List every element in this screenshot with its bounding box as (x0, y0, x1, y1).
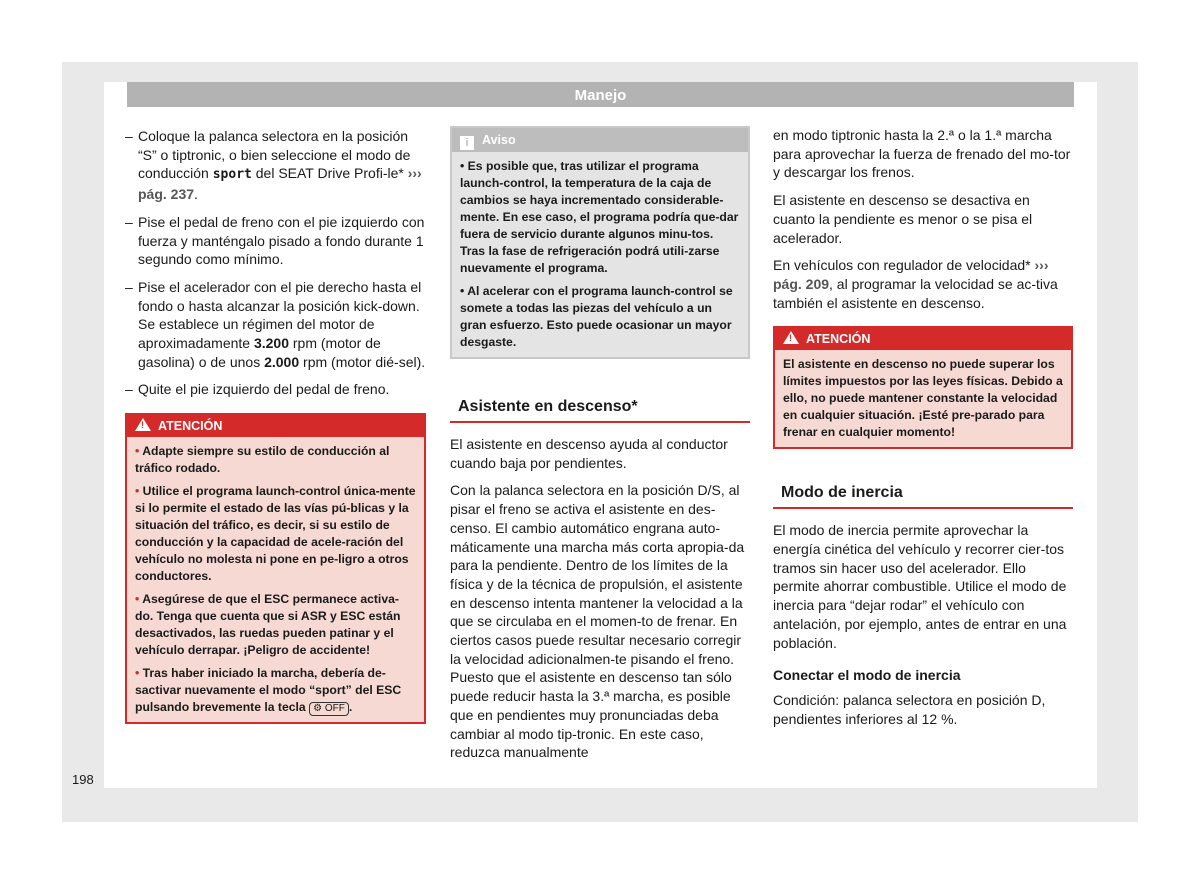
page-reference: ››› pág. 237 (138, 165, 422, 203)
paragraph: Con la palanca selectora en la posición D/S, al pisar el freno se activa el asistente en des-censo. El cambio automático engrana auto-máticamente una marcha más corta apropia-da para la pendiente. Dentro de los límites de la física y de la técnica de propulsión, el asistente en descenso intenta mantener la velocidad a la que se circulaba en el momen-to de frenar. En ciertos casos puede resultar necesario corregir la velocidad adicionalmen-te pisando el freno. Puesto que el asistente en descenso tan sólo puede reducir hasta la 3.ª marcha, es posible que en pendientes muy pronunciadas deba cambiar al modo tip-tronic. En este caso, reduzca manualmente (450, 482, 745, 761)
page-reference: ››› pág. 209 (773, 257, 1049, 292)
note-box (450, 126, 750, 359)
paragraph: En vehículos con regulador de velocidad* ››› pág. 209, al programar la velocidad se ac-tiva también el asistente en descenso. (773, 257, 1058, 311)
warning-item: • Utilice el programa launch-control única-mente si lo permite el estado de las vías pú-blicas y la situación del tráfico, es decir, si su estilo de conducción y la capacidad de acele-ración del vehículo no molesta ni pone en pe-ligro a otros conductores. (135, 484, 416, 584)
paragraph: El asistente en descenso se desactiva en cuanto la pendiente es menor o se pisa el acelerador. (773, 192, 1033, 246)
left-column (125, 127, 426, 724)
sport-mode-label: sport (212, 167, 252, 183)
esc-off-key-icon: ⚙ OFF (309, 702, 349, 716)
page-number: 198 (72, 772, 94, 787)
warning-text: El asistente en descenso no puede superar los límites impuestos por las leyes físicas. Debido a ello, no puede mantener constante la velocidad en cualquier situación. ¡Esté pre-parado para frenar en cualquier momento! (783, 357, 1063, 440)
warning-header: !ATENCIÓN (775, 328, 1071, 350)
warning-item: • Asegúrese de que el ESC permanece activa-do. Tenga que cuenta que si ASR y ESC están desactivados, las ruedas pueden patinar y el vehículo derrapar. ¡Peligro de accidente! (135, 592, 401, 658)
info-icon: i (460, 136, 474, 150)
warning-item: • Adapte siempre su estilo de conducción al tráfico rodado. (135, 444, 390, 476)
step-item: – Pise el pedal de freno con el pie izquierdo con fuerza y manténgalo pisado a fondo durante 1 segundo como mínimo. (125, 213, 426, 269)
step-item: – Pise el acelerador con el pie derecho hasta el fondo o hasta alcanzar la posición kick-down. Se establece un régimen del motor de aproximadamente 3.200 rpm (motor de gasolina) o de unos 2.000 rpm (motor dié-sel). (125, 278, 426, 372)
right-column (773, 126, 1073, 737)
chapter-header: Manejo (127, 82, 1074, 107)
paragraph: Condición: palanca selectora en posición D, pendientes inferiores al 12 %. (773, 691, 1046, 727)
paragraph: El asistente en descenso ayuda al conductor cuando baja por pendientes. (450, 436, 728, 471)
warning-triangle-icon (783, 331, 799, 344)
warning-triangle-icon (135, 418, 151, 431)
warning-item: • Tras haber iniciado la marcha, debería de-sactivar nuevamente el modo “sport” del ESC pulsando brevemente la tecla ⚙ OFF . (135, 666, 402, 715)
note-header: i Aviso (452, 128, 748, 152)
note-item: • Es posible que, tras utilizar el programa launch-control, la temperatura de la caja de cambios se haya incrementado considerable-mente. En ese caso, el programa podría que-dar fuera de servicio durante algunos minu-tos. Tras la fase de refrigeración podrá utili-zarse nuevamente el programa. (460, 159, 739, 275)
step-item: – Coloque la palanca selectora en la posición “S” o tiptronic, o bien seleccione el modo de conducción sport del SEAT Drive Profi-le* ››› pág. 237. (125, 127, 426, 204)
section-title: Modo de inercia (773, 483, 1073, 509)
warning-box (125, 413, 426, 724)
note-body (452, 152, 748, 357)
warning-box (773, 326, 1073, 449)
note-item: • Al acelerar con el programa launch-control se somete a todas las piezas del vehículo a un gran esfuerzo. Esto puede ocasionar un mayor desgaste. (460, 284, 733, 349)
paragraph: en modo tiptronic hasta la 2.ª o la 1.ª marcha para aprovechar la fuerza de frenado del mo-tor y descargar los frenos. (773, 127, 1071, 181)
warning-body (775, 350, 1071, 447)
warning-header: !ATENCIÓN (127, 415, 424, 437)
step-item: – Quite el pie izquierdo del pedal de freno. (125, 380, 426, 399)
paragraph: El modo de inercia permite aprovechar la energía cinética del vehículo y recorrer cier-tos tramos sin hacer uso del acelerador. Ello permite ahorrar combustible. Utilice el modo de inercia para “dejar rodar” el vehículo con antelación, por ejemplo, antes de entrar en una población. (773, 522, 1067, 651)
section-title: Asistente en descenso* (450, 397, 750, 423)
middle-column (450, 126, 750, 771)
warning-body (127, 437, 424, 722)
subheading: Conectar el modo de inercia (773, 667, 961, 684)
